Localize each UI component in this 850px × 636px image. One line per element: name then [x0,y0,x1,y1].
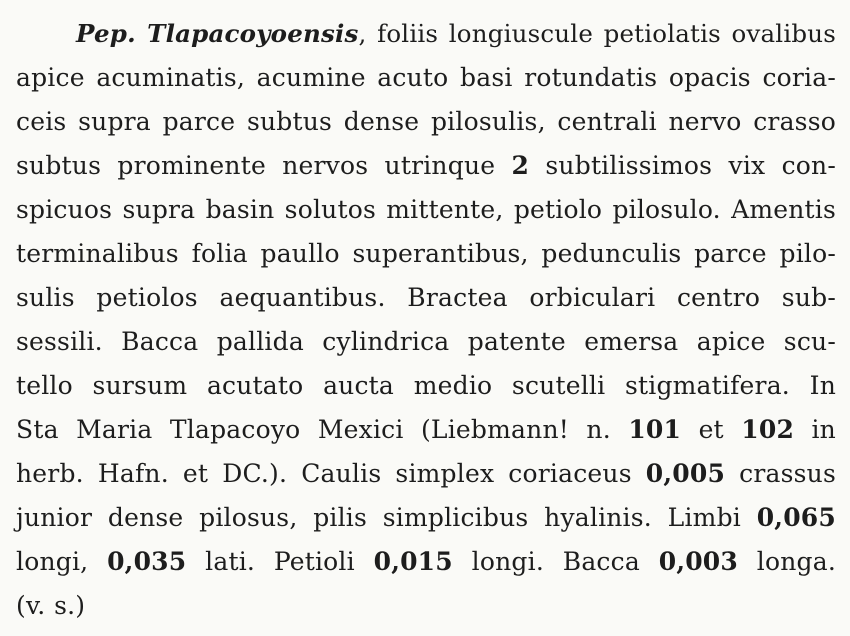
text-line-9 [16,364,836,408]
text-span: longi. Bacca [452,547,659,576]
bold-number: 0,005 [645,459,726,488]
bold-number: 0,003 [658,547,739,576]
text-span: subtilissimos vix con- [529,151,836,180]
bold-number: 0,015 [373,547,453,576]
text-line-4 [16,144,836,188]
text-span: lati. Petioli [186,547,374,576]
text-span: sessili. Bacca pallida cylindrica patente emersa apice scu- [16,327,836,356]
text-line-8 [16,320,836,364]
text-span: in [794,415,836,444]
bold-number: 0,065 [756,503,836,532]
text-span: spicuos supra basin solutos mittente, petiolo pilosulo. Amentis [16,195,836,224]
text-line-5 [16,188,836,232]
text-line-1 [16,12,836,56]
species-name: Pep. Tlapacoyoensis [76,19,359,48]
text-span: herb. Hafn. et DC.). Caulis simplex coriaceus [16,459,646,488]
text-span: et [681,415,742,444]
text-span: ceis supra parce subtus dense pilosulis, centrali nervo crasso [16,107,836,136]
text-span: apice acuminatis, acumine acuto basi rotundatis opacis coria- [16,63,836,92]
text-line-11 [16,452,836,496]
text-span: Sta Maria Tlapacoyo Mexici (Liebmann! n. [16,415,629,444]
text-span: longi, [16,547,108,576]
text-span: , foliis longiuscule petiolatis ovalibus [358,19,836,48]
text-line-13 [16,540,836,584]
bold-number: 2 [511,151,530,180]
text-span: crassus [725,459,836,488]
text-span: subtus prominente nervos utrinque [16,151,512,180]
text-span: longa. [738,547,836,576]
text-span: (v. s.) [16,591,86,620]
text-line-3 [16,100,836,144]
text-span: terminalibus folia paullo superantibus, pedunculis parce pilo- [16,239,836,268]
bold-number: 0,035 [107,547,187,576]
text-line-10 [16,408,836,452]
text-span: sulis petiolos aequantibus. Bractea orbiculari centro sub- [16,283,836,312]
text-line-12 [16,496,836,540]
text-line-7 [16,276,836,320]
text-line-14 [16,584,836,628]
text-span: tello sursum acutato aucta medio scutelli stigmatifera. In [16,371,836,400]
bold-number: 101 [628,415,682,444]
text-line-2 [16,56,836,100]
bold-number: 102 [741,415,795,444]
text-line-6 [16,232,836,276]
text-span: junior dense pilosus, pilis simplicibus hyalinis. Limbi [16,503,757,532]
